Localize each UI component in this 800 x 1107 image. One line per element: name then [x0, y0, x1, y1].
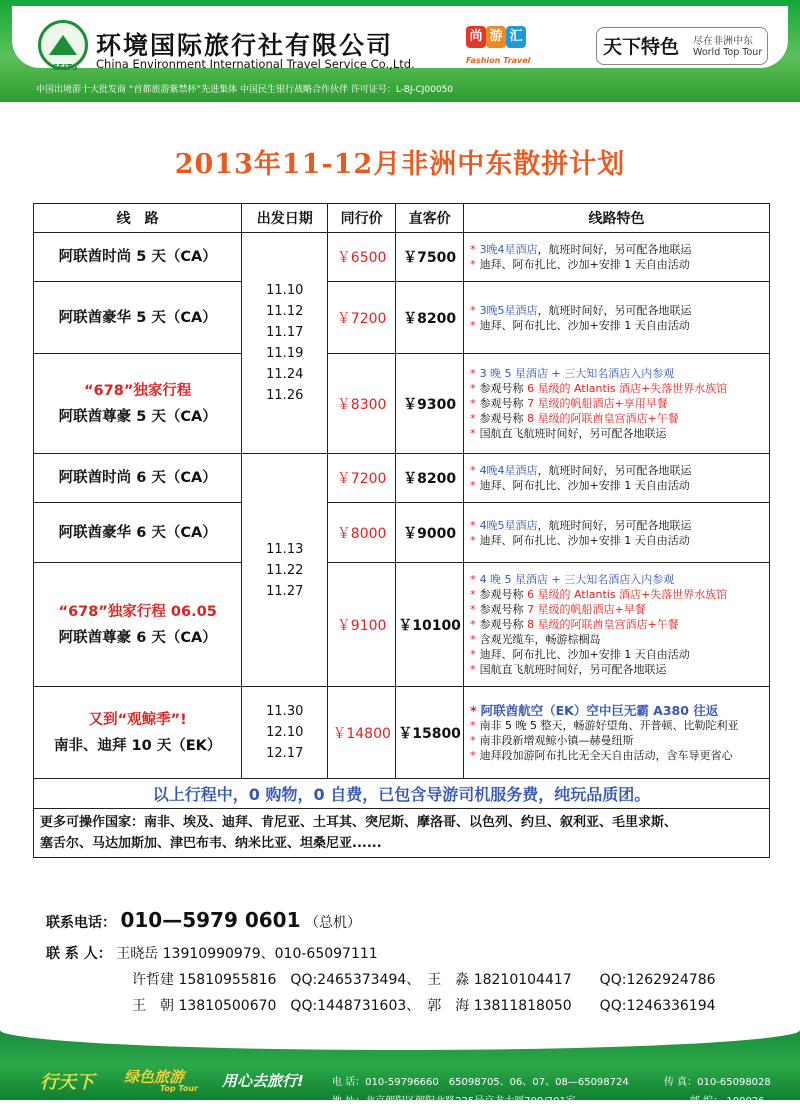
feature-line [470, 587, 763, 602]
footer-fax: 传 真：010-65098028 [664, 1077, 771, 1088]
table-row [34, 454, 770, 503]
feature-text: 南非段新增观鲸小镇—赫曼纽斯 [479, 733, 634, 747]
table-row [34, 563, 770, 687]
feature-line [470, 318, 763, 333]
feature-text: 8 星级的阿联酋皇宫酒店+午餐 [527, 618, 679, 631]
feature-text: 3 晚 5 星酒店 + 三大知名酒店入内参观 [479, 367, 675, 380]
feature-line [470, 396, 763, 411]
departure-date: 11.27 [266, 583, 304, 599]
column-header: 同行价 [328, 204, 396, 233]
feature-line [470, 257, 763, 272]
direct-price: ￥8200 [396, 282, 464, 354]
route-name: 阿联酋豪华 6 天（CA） [58, 524, 217, 541]
feature-line [470, 748, 763, 763]
footer-logo-top-tour: Top Tour [160, 1084, 198, 1093]
bullet-star-icon: * [470, 303, 476, 317]
bullet-star-icon: * [470, 702, 477, 718]
tour-table [33, 203, 770, 858]
footer-address: 地 址：北京朝阳区朝阳北路225号京龙大厦709/701室 [332, 1096, 576, 1107]
route-highlight: “678”独家行程 06.05 [58, 603, 217, 620]
main-phone: 010—5979 0601 [120, 908, 301, 932]
direct-price: ￥10100 [396, 563, 464, 687]
feature-text: 国航直飞航班时间好，另可配各地联运 [479, 663, 667, 676]
phone-note: （总机） [304, 915, 361, 931]
route-cell [34, 563, 242, 687]
table-row [34, 233, 770, 282]
feature-line [470, 632, 763, 647]
feature-line [470, 463, 763, 478]
peer-price: ￥9100 [328, 563, 396, 687]
bullet-star-icon: * [470, 479, 476, 492]
feature-text: 参观号称 [479, 382, 528, 395]
contact-row: 王 朝 13810500670 QQ:1448731603、 郭 海 13811818050 QQ:1246336194 [132, 998, 716, 1014]
table-row [34, 687, 770, 779]
feature-line [470, 617, 763, 632]
feature-line [470, 533, 763, 548]
direct-price: ￥15800 [396, 687, 464, 779]
feature-text: ，航班时间好，另可配各地联运 [537, 464, 692, 477]
departure-date: 11.30 [266, 704, 304, 719]
contact-row: 王晓岳 13910990979、010-65097111 [116, 946, 378, 962]
feature-line [470, 426, 763, 441]
bullet-star-icon: * [470, 633, 476, 646]
direct-price: ￥9300 [396, 354, 464, 454]
bullet-star-icon: * [470, 318, 476, 332]
table-row [34, 503, 770, 563]
features-cell [464, 282, 770, 354]
route-name: 阿联酋时尚 6 天（CA） [58, 470, 217, 486]
feature-text: 参观号称 [479, 588, 528, 601]
route-name: 阿联酋尊豪 5 天（CA） [58, 408, 217, 425]
route-cell [34, 454, 242, 503]
table-row [34, 282, 770, 354]
footer-logo-green-travel: 绿色旅游 [124, 1068, 185, 1086]
direct-price: ￥9000 [396, 503, 464, 563]
feature-text: 迪拜、阿布扎比、沙加+安排 1 天自由活动 [479, 479, 690, 492]
feature-line [470, 662, 763, 677]
more-countries: 更多可操作国家：南非、埃及、迪拜、肯尼亚、土耳其、突尼斯、摩洛哥、以色列、约旦、叙利亚、毛里求斯、 塞舌尔、马达加斯加、津巴布韦、纳米比亚、坦桑尼亚...... [34, 809, 770, 858]
bullet-star-icon: * [470, 588, 476, 601]
feature-line [470, 647, 763, 662]
column-header: 线路特色 [464, 204, 770, 233]
peer-price: ￥8000 [328, 503, 396, 563]
departure-date: 11.22 [266, 562, 304, 578]
route-name: 阿联酋尊豪 6 天（CA） [58, 629, 217, 646]
feature-text: 3晚4星酒店 [479, 243, 538, 256]
bullet-star-icon: * [470, 427, 476, 440]
phone-label: 联系电话： [46, 915, 116, 931]
departure-date: 11.10 [266, 283, 304, 298]
table-header-row [34, 204, 770, 233]
feature-text: 参观号称 [479, 618, 528, 631]
feature-text: 6 星级的 Atlantis 酒店+失落世界水族馆 [527, 588, 728, 601]
direct-price: ￥8200 [396, 454, 464, 503]
feature-line [470, 602, 763, 617]
bullet-star-icon: * [470, 718, 476, 732]
feature-line [470, 242, 763, 257]
bullet-star-icon: * [470, 618, 476, 631]
departure-date: 12.10 [266, 725, 304, 740]
route-cell [34, 282, 242, 354]
feature-text: 国航直飞航班时间好，另可配各地联运 [479, 427, 667, 440]
feature-text: 4 晚 5 星酒店 + 三大知名酒店入内参观 [479, 573, 675, 586]
bullet-star-icon: * [470, 397, 476, 410]
feature-text: 参观号称 [479, 412, 528, 425]
page-title: 2013年11-12月非洲中东散拼计划 [174, 149, 626, 180]
bullet-star-icon: * [470, 464, 476, 477]
feature-line [470, 718, 763, 733]
bullet-star-icon: * [470, 412, 476, 425]
direct-price: ￥7500 [396, 233, 464, 282]
feature-text: 含观光缆车，畅游棕榈岛 [479, 633, 601, 646]
footer-slogan: 用心去旅行! [222, 1072, 304, 1090]
peer-price: ￥7200 [328, 454, 396, 503]
bullet-star-icon: * [470, 748, 476, 762]
column-header: 线 路 [34, 204, 242, 233]
feature-text: 8 星级的阿联酋皇宫酒店+午餐 [527, 412, 679, 425]
feature-text: 迪拜、阿布扎比、沙加+安排 1 天自由活动 [479, 258, 690, 271]
route-highlight: “678”独家行程 [84, 382, 192, 399]
summary-note: 以上行程中，0 购物，0 自费，已包含导游司机服务费，纯玩品质团。 [34, 779, 770, 809]
bullet-star-icon: * [470, 518, 476, 532]
feature-line [470, 303, 763, 318]
company-name-cn: 环境国际旅行社有限公司 [96, 31, 394, 60]
column-header: 出发日期 [242, 204, 328, 233]
departure-date: 11.19 [266, 346, 304, 361]
feature-line [470, 411, 763, 426]
feature-text: 7 星级的帆船酒店+享用早餐 [527, 397, 668, 410]
route-highlight: 又到“观鲸季”! [88, 711, 187, 728]
feature-text: 4晚4星酒店 [479, 464, 538, 477]
departure-date: 11.26 [266, 388, 304, 403]
footer-logo-xing: 行天下 [40, 1072, 94, 1093]
fashion-travel-logo: 尚 游 汇 Fashion Travel [466, 24, 526, 74]
header-banner [0, 0, 800, 102]
feature-text: ，航班时间好，另可配各地联运 [537, 303, 692, 317]
departure-dates [242, 687, 328, 779]
features-cell [464, 563, 770, 687]
feature-text: 3晚5星酒店 [479, 303, 538, 317]
features-cell [464, 454, 770, 503]
bullet-star-icon: * [470, 603, 476, 616]
route-cell [34, 354, 242, 454]
departure-date: 11.13 [266, 541, 304, 557]
footer-wave [0, 1030, 800, 1050]
contact-person-label: 联 系 人： [46, 946, 112, 962]
peer-price: ￥7200 [328, 282, 396, 354]
peer-price: ￥6500 [328, 233, 396, 282]
route-cell [34, 503, 242, 563]
feature-text: 迪拜、阿布扎比、沙加+安排 1 天自由活动 [479, 533, 690, 547]
bullet-star-icon: * [470, 382, 476, 395]
feature-text: 6 星级的 Atlantis 酒店+失落世界水族馆 [527, 382, 728, 395]
contact-row: 许哲建 15810955816 QQ:2465373494、 王 淼 18210104417 QQ:1262924786 [132, 972, 716, 988]
feature-line [470, 366, 763, 381]
footer-tel: 电 话：010-59796660 65098705、06、07、08—65098724 [332, 1077, 629, 1088]
bullet-star-icon: * [470, 573, 476, 586]
feature-text: 4晚5星酒店 [479, 518, 538, 532]
feature-text: 参观号称 [479, 603, 528, 616]
bullet-star-icon: * [470, 258, 476, 271]
header-credentials: 中国出境游十大批发商 “首都旅游紫禁杯”先进集体 中国民生银行战略合作伙伴 许可证号：L-BJ-CJ00050 [36, 85, 454, 95]
bullet-star-icon: * [470, 533, 476, 547]
route-name: 阿联酋时尚 5 天（CA） [58, 249, 217, 265]
feature-text: 迪拜、阿布扎比、沙加+安排 1 天自由活动 [479, 648, 690, 661]
departure-date: 11.24 [266, 367, 304, 382]
feature-text: ，航班时间好，另可配各地联运 [537, 518, 692, 532]
feature-headline: 阿联酋航空（EK）空中巨无霸 A380 往返 [480, 702, 719, 718]
route-cell [34, 687, 242, 779]
peer-price: ￥8300 [328, 354, 396, 454]
feature-line [470, 572, 763, 587]
features-cell [464, 687, 770, 779]
feature-text: 迪拜、阿布扎比、沙加+安排 1 天自由活动 [479, 318, 690, 332]
bullet-star-icon: * [470, 367, 476, 380]
route-cell [34, 233, 242, 282]
footer-banner [0, 1030, 800, 1107]
feature-text: 迪拜段加游阿布扎比无全天自由活动，含车导更省心 [479, 748, 733, 762]
feature-line [470, 733, 763, 748]
ceits-label: CEITS [52, 63, 78, 72]
footer-zip: 邮 编： 100026 [690, 1096, 765, 1107]
company-logo-icon [38, 20, 88, 70]
feature-text: 南非 5 晚 5 整天，畅游好望角、开普顿、比勒陀利亚 [479, 718, 739, 732]
feature-line [470, 478, 763, 493]
feature-text: ，航班时间好，另可配各地联运 [537, 243, 692, 256]
table-row [34, 354, 770, 454]
world-top-tour-logo: 天下特色 尽在非洲中东 World Top Tour [596, 27, 768, 65]
departure-dates [242, 454, 328, 687]
bullet-star-icon: * [470, 648, 476, 661]
features-cell [464, 233, 770, 282]
column-header: 直客价 [396, 204, 464, 233]
route-name: 阿联酋豪华 5 天（CA） [58, 309, 217, 326]
bullet-star-icon: * [470, 663, 476, 676]
bullet-star-icon: * [470, 733, 476, 747]
features-cell [464, 354, 770, 454]
route-name: 南非、迪拜 10 天（EK） [53, 737, 222, 754]
feature-line [470, 518, 763, 533]
departure-date: 11.17 [266, 325, 304, 340]
features-cell [464, 503, 770, 563]
departure-dates [242, 233, 328, 454]
feature-text: 参观号称 [479, 397, 528, 410]
feature-line [470, 381, 763, 396]
feature-text: 7 星级的帆船酒店+早餐 [527, 603, 646, 616]
bullet-star-icon: * [470, 243, 476, 256]
departure-date: 12.17 [266, 746, 304, 761]
departure-date: 11.12 [266, 304, 304, 319]
company-name-en: China Environment International Travel Service Co.,Ltd. [96, 57, 415, 71]
peer-price: ￥14800 [328, 687, 396, 779]
